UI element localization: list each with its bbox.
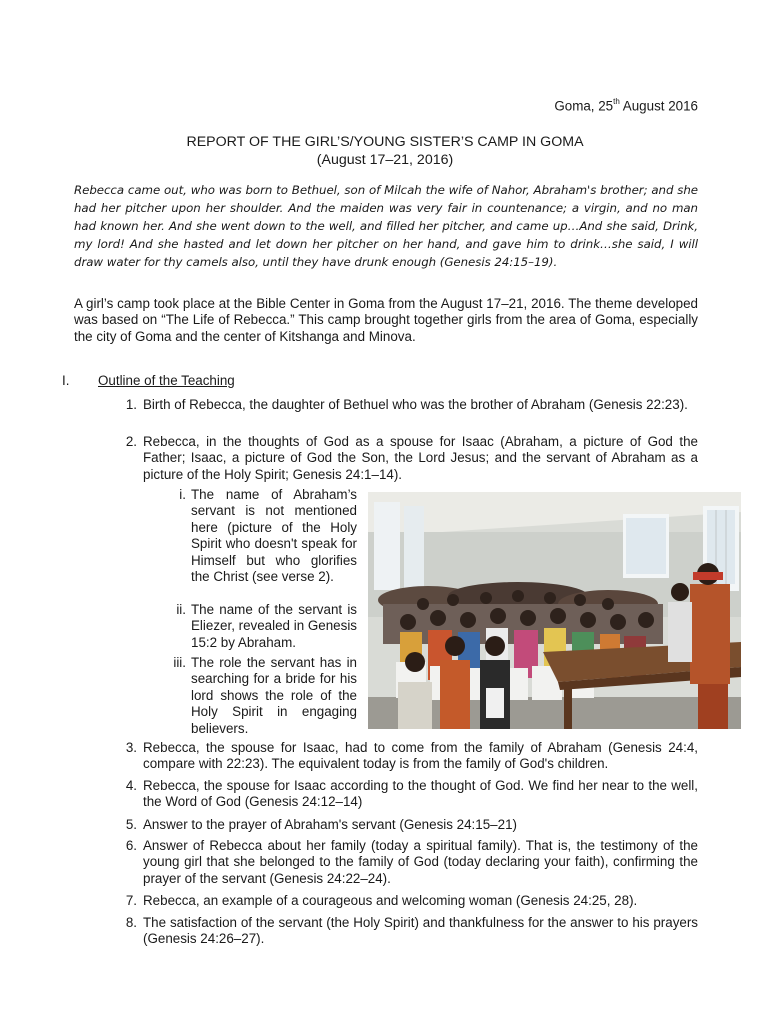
section-title: Outline of the Teaching bbox=[98, 373, 235, 388]
section-number: I. bbox=[62, 373, 70, 388]
document-page: Goma, 25th August 2016 REPORT OF THE GIRL’S/YOUNG SISTER’S CAMP IN GOMA (August 17–21, 2016) Rebecca came out, who was born to Bethuel, son of Milcah the wife of Nahor, Abraham's brother; and she had her pitcher upon her shoulder. And the maiden was very fair in countenance; a virgin, and no man had known her. And she went down to the well, and filled her pitcher, and came up…And she said, Drink, my lord! And she hasted and let down her pitcher on her hand, and gave him to drink…she said, I will draw water for thy camels also, until they have drunk enough (Genesis 24:15–19). A girl’s camp took place at the Bible Center in Goma from the August 17–21, 2016. The theme developed was based on “The Life of Rebecca.” This camp brought together girls from the area of Goma, especially the city of Goma and the center of Kitshanga and Minova. I. Outline of the Teaching 1. Birth of Rebecca, the daughter of Bethuel who was the brother of Abraham (Genesis 22:23). 2. Rebecca, in the thoughts of God as a spouse for Isaac (Abraham, a picture of God the Father; Isaac, a picture of God the Son, the Lord Jesus; and the servant of Abraham as a picture of the Holy Spirit; Genesis 24:1–14). i. The name of Abraham’s servant is not mentioned here (picture of the Holy Spirit who doesn't speak for Himself but who glorifies the Christ (see verse 2). ii. The name of the servant is Eliezer, revealed in Genesis 15:2 by Abraham. iii. The role the servant has in searching for a bride for his lord shows the role of the Holy Spirit in engaging believers. 3. Rebecca, the spouse for Isaac, had to come from the family of Abraham (Genesis 24:4, compare with 22:23). The equivalent today is from the family of God's children. 4. Rebecca, the spouse for Isaac according to the thought of God. We find her near to the well, the Word of God (Genesis 24:12–14) 5. Answer to the prayer of Abraham's servant (Genesis 24:15–21) 6. Answer of Rebecca about her family (today a spiritual family). That is, the testimony of the young girl that she belonged to the family of God (today declaring your faith), confirming the prayer of the servant (Genesis 24:22–24). 7. Rebecca, an example of a courageous and welcoming woman (Genesis 24:25, 28). 8. The satisfaction of the servant (the Holy Spirit) and thankfulness for the answer to his prayers (Genesis 24:26–27). bbox=[0, 0, 770, 1024]
scripture-quote: Rebecca came out, who was born to Bethuel, son of Milcah the wife of Nahor, Abraham's brother; and she had her pitcher upon her shoulder. And the maiden was very fair in countenance; a virgin, and no man had known her. And she went down to the well, and filled her pitcher, and came up…And she said, Drink, my lord! And she hasted and let down her pitcher on her hand, and gave him to drink…she said, I will draw water for thy camels also, until they have drunk enough (Genesis 24:15–19). bbox=[74, 183, 698, 269]
intro-paragraph: A girl’s camp took place at the Bible Center in Goma from the August 17–21, 2016. The theme developed was based on “The Life of Rebecca.” This camp brought together girls from the area of Goma, especially the city of Goma and the center of Kitshanga and Minova. bbox=[74, 296, 698, 344]
report-title bbox=[0, 133, 770, 169]
camp-photo bbox=[368, 492, 741, 729]
report-title-line2: (August 17–21, 2016) bbox=[316, 152, 454, 168]
camp-photo-illustration bbox=[368, 492, 741, 729]
report-title-line1: REPORT OF THE GIRL’S/YOUNG SISTER’S CAMP IN GOMA bbox=[186, 134, 584, 150]
dateline: Goma, 25th August 2016 bbox=[554, 97, 698, 114]
